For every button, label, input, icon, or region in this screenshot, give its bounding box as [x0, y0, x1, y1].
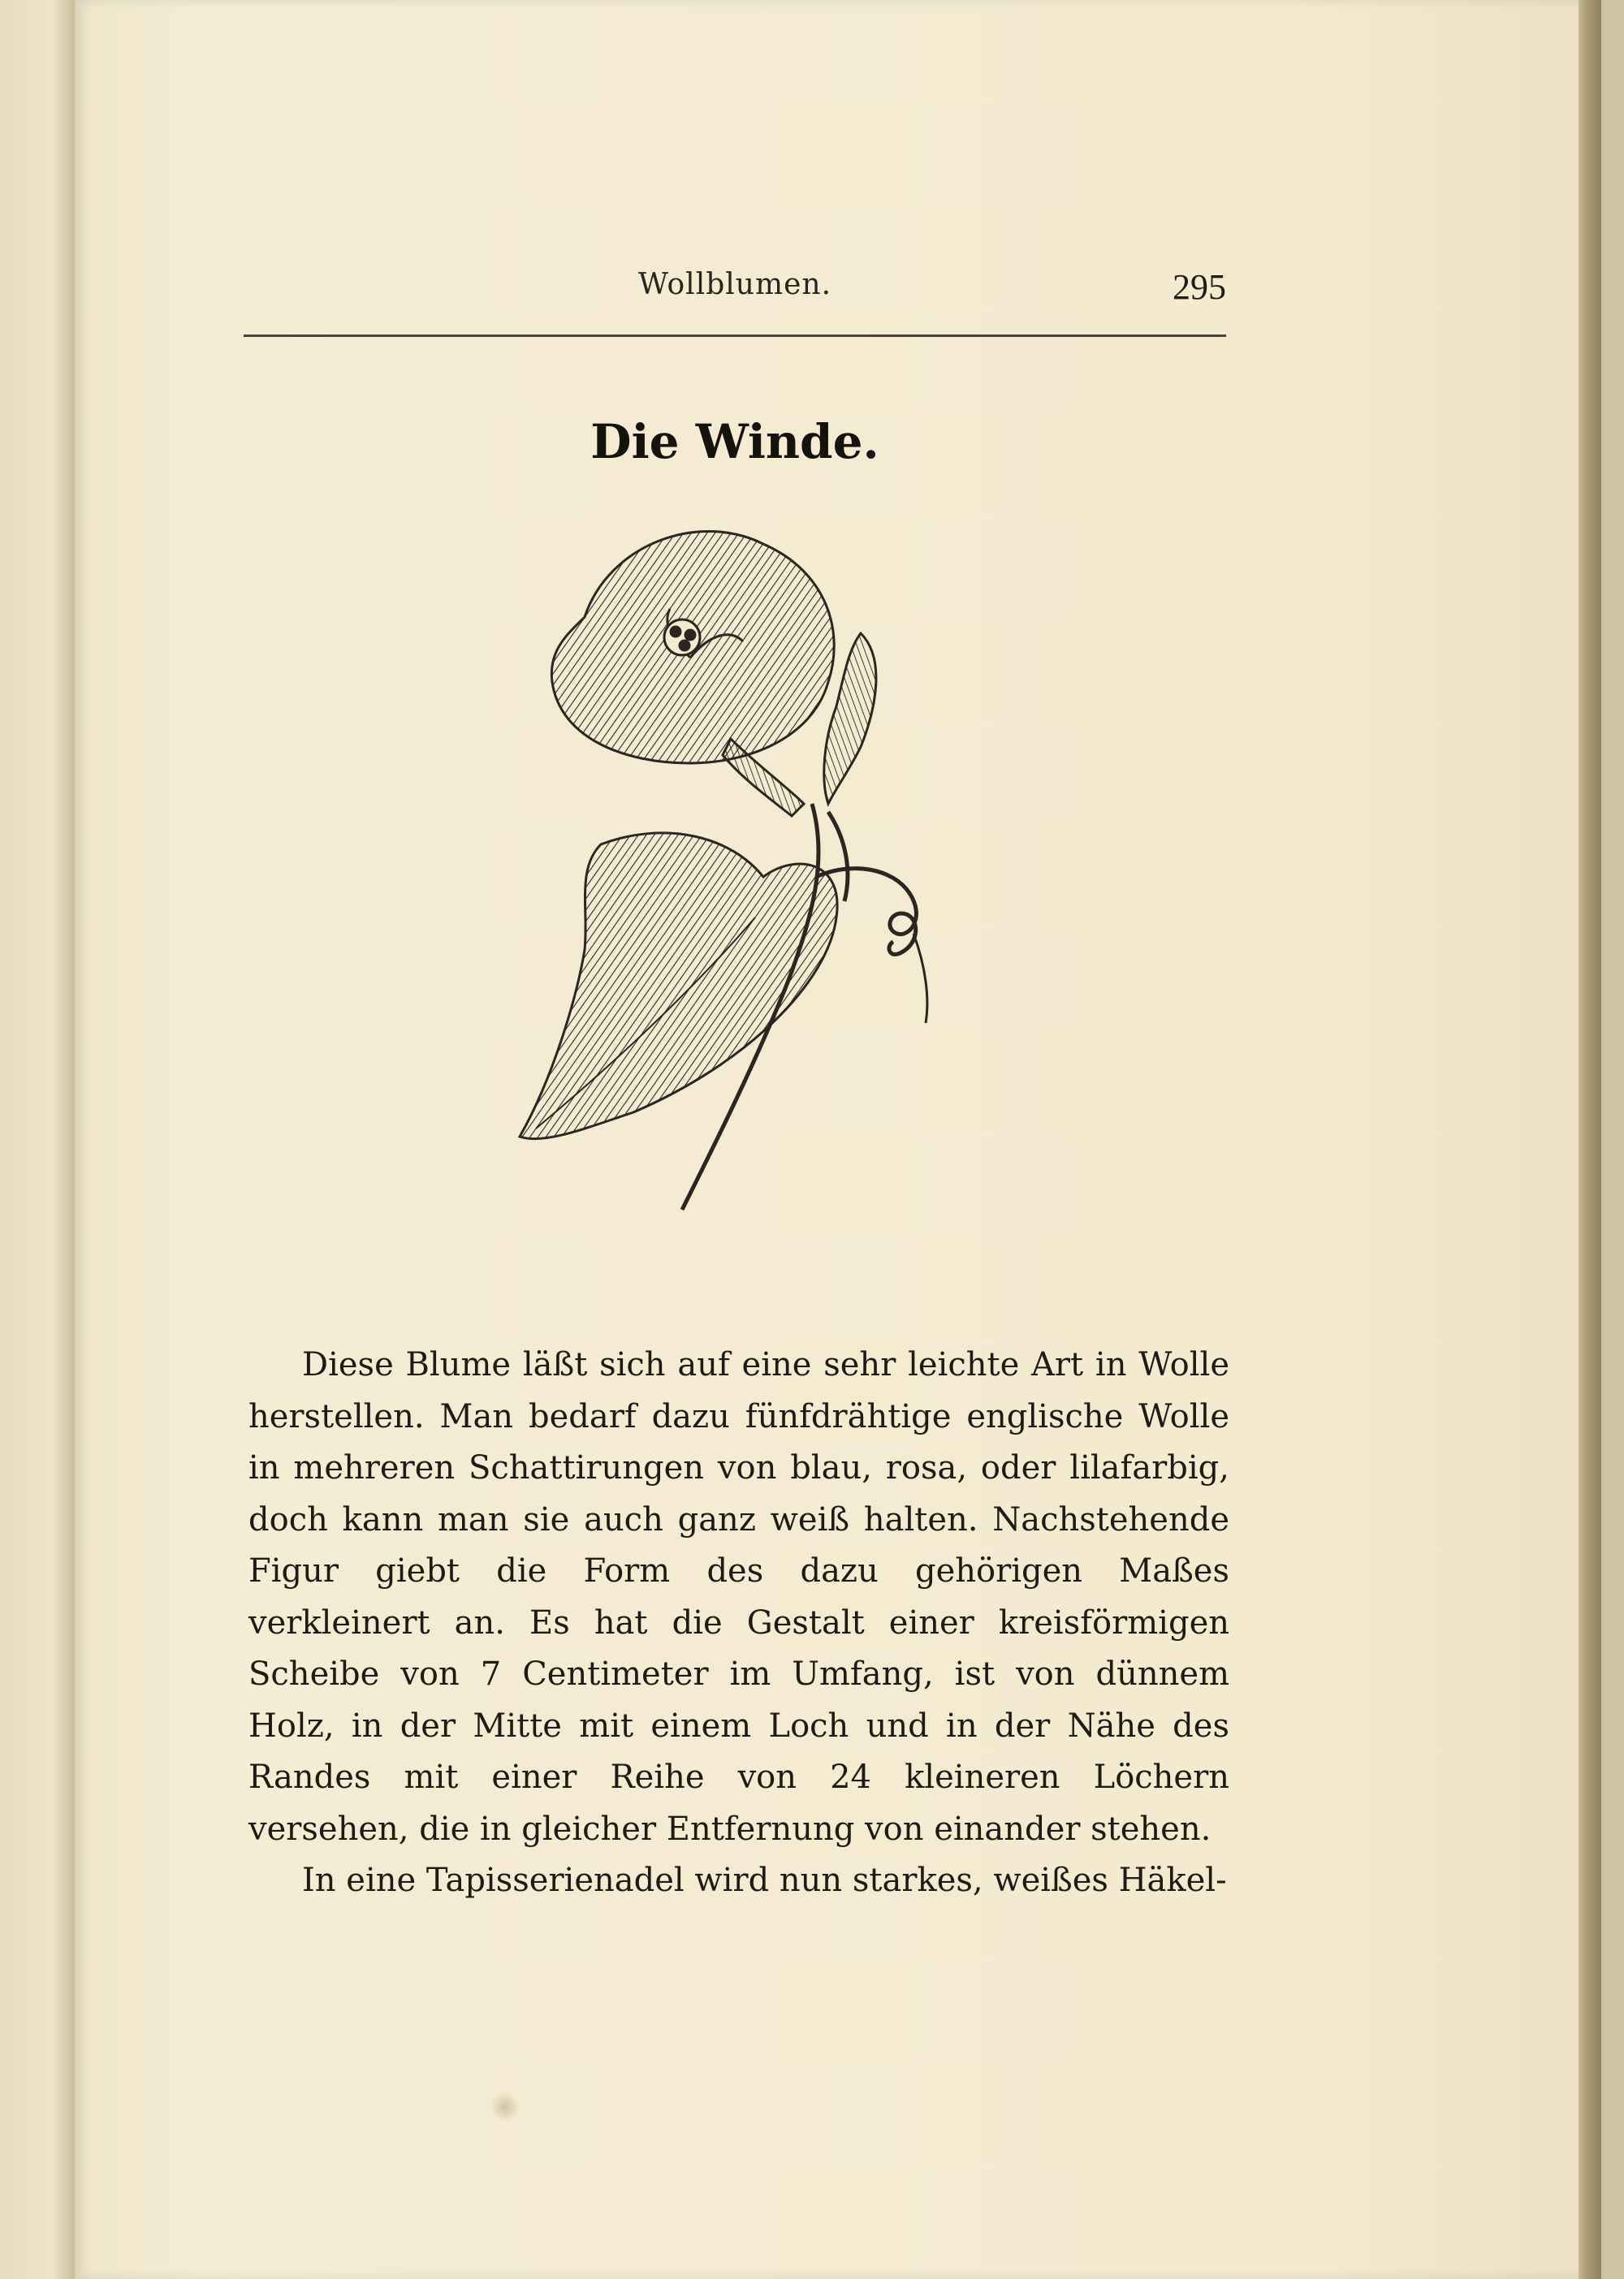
leaf [520, 833, 837, 1139]
paper-stain [491, 2091, 519, 2123]
body-text [248, 1340, 1229, 1907]
page-number: 295 [1173, 267, 1226, 307]
morning-glory-illustration [487, 495, 974, 1307]
header-rule [244, 335, 1226, 337]
running-title: Wollblumen. [637, 268, 832, 301]
section-title: Die Winde. [590, 414, 879, 469]
page-header [244, 268, 1226, 317]
flower-bloom [551, 531, 834, 763]
facing-page-edge [0, 0, 75, 2279]
paragraph: Diese Blume läßt sich auf eine sehr leichte Art in Wolle herstellen. Man bedarf dazu fünfdrähtige englische Wolle in mehreren Schattirungen von blau, rosa, oder lilafarbig, doch kann man sie auch ganz weiß halten. Nachstehende Figur giebt die Form des dazu gehörigen Maßes verkleinert an. Es hat die Gestalt einer kreisförmigen Scheibe von 7 Centimeter im Umfang, ist von dünnem Holz, in der Mitte mit einem Loch und in der Nähe des Randes mit einer Reihe von 24 kleineren Löchern versehen, die in gleicher Entfernung von einander stehen. [248, 1346, 1229, 1848]
page-stack-edge [1579, 0, 1601, 2279]
paragraph: In eine Tapisserienadel wird nun starkes, weißes Häkel- [302, 1862, 1227, 1899]
